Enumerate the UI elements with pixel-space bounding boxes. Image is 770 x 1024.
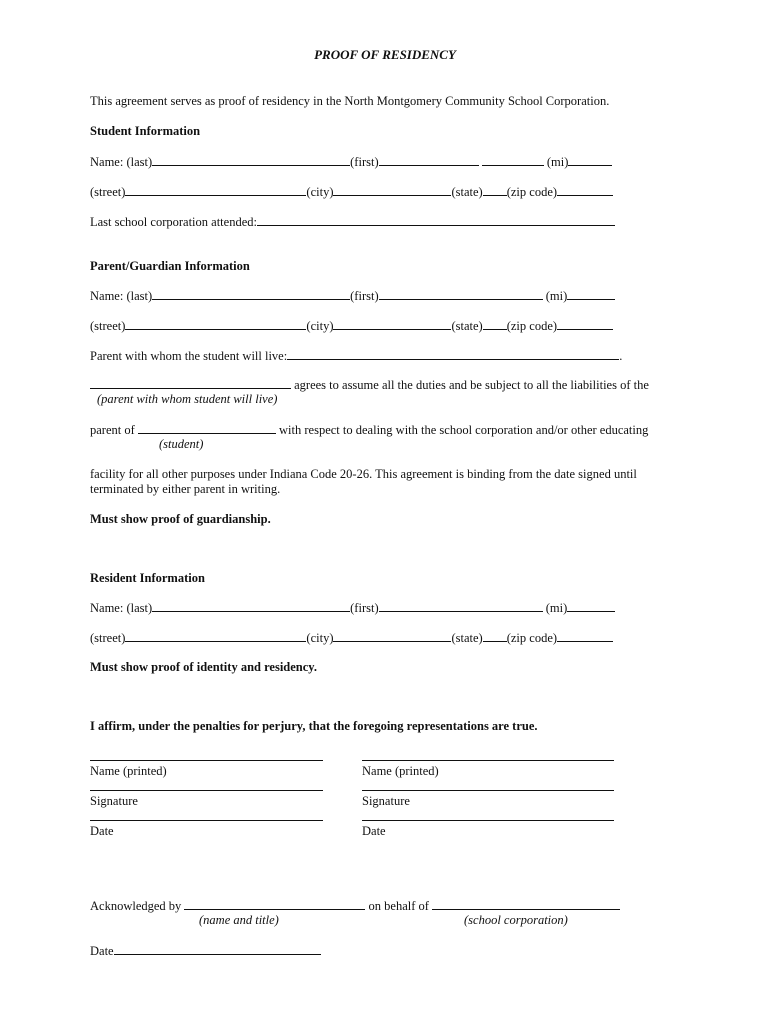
lives-with-row <box>90 349 622 363</box>
student-street-label: (street) <box>90 185 126 199</box>
resident-address-row <box>90 631 613 645</box>
resident-street-label: (street) <box>90 631 126 645</box>
student-state-label: (state) <box>451 185 483 199</box>
facility-line-1: facility for all other purposes under Indiana Code 20-26. This agreement is binding from the date signed until <box>90 467 637 481</box>
agreeing-parent-field[interactable] <box>90 378 291 389</box>
name-printed-line-1[interactable] <box>90 760 323 761</box>
student-name-row <box>90 155 612 169</box>
agrees-caption: (parent with whom student will live) <box>97 392 278 406</box>
date-line-1[interactable] <box>90 820 323 821</box>
agrees-text: agrees to assume all the duties and be subject to all the liabilities of the <box>294 378 649 392</box>
last-school-label: Last school corporation attended: <box>90 215 257 229</box>
resident-heading: Resident Information <box>90 571 205 585</box>
student-heading: Student Information <box>90 124 201 138</box>
ack-date-field[interactable] <box>114 944 321 955</box>
student-street-field[interactable] <box>125 185 306 196</box>
resident-zip-field[interactable] <box>557 631 613 642</box>
parent-mi-field[interactable] <box>567 289 615 300</box>
lives-with-end: . <box>619 349 623 363</box>
acknowledged-row <box>90 899 620 913</box>
parent-first-label: (first) <box>350 289 379 303</box>
resident-street-field[interactable] <box>125 631 306 642</box>
name-printed-label-1: Name (printed) <box>90 764 167 778</box>
resident-zip-label: (zip code) <box>506 631 558 645</box>
student-city-field[interactable] <box>333 185 451 196</box>
name-title-caption: (name and title) <box>199 913 279 927</box>
parent-state-field[interactable] <box>483 319 507 330</box>
parent-city-field[interactable] <box>333 319 451 330</box>
name-printed-line-2[interactable] <box>362 760 614 761</box>
student-city-label: (city) <box>306 185 334 199</box>
date-label-2: Date <box>362 824 386 838</box>
parent-heading: Parent/Guardian Information <box>90 259 250 273</box>
school-corp-caption: (school corporation) <box>464 913 568 927</box>
intro-text: This agreement serves as proof of residency in the North Montgomery Community School Corporation. <box>90 94 610 108</box>
student-zip-label: (zip code) <box>506 185 558 199</box>
last-school-field[interactable] <box>257 215 615 226</box>
resident-state-label: (state) <box>451 631 483 645</box>
affirm-statement: I affirm, under the penalties for perjury, that the foregoing representations are true. <box>90 719 538 733</box>
school-corporation-field[interactable] <box>432 899 620 910</box>
parent-last-field[interactable] <box>152 289 350 300</box>
parent-last-label: Name: (last) <box>90 289 153 303</box>
student-zip-field[interactable] <box>557 185 613 196</box>
parent-first-field[interactable] <box>379 289 543 300</box>
parent-zip-field[interactable] <box>557 319 613 330</box>
ack-date-row <box>90 944 321 958</box>
ack-date-label: Date <box>90 944 114 958</box>
parent-of-row <box>90 423 648 437</box>
resident-mi-field[interactable] <box>567 601 615 612</box>
page-title: PROOF OF RESIDENCY <box>314 47 456 62</box>
parent-mi-label: (mi) <box>545 289 568 303</box>
acknowledged-by-field[interactable] <box>184 899 365 910</box>
parent-of-label: parent of <box>90 423 135 437</box>
signature-line-2[interactable] <box>362 790 614 791</box>
student-first-field-2[interactable] <box>482 155 544 166</box>
facility-line-2: terminated by either parent in writing. <box>90 482 281 496</box>
resident-name-row <box>90 601 615 615</box>
resident-state-field[interactable] <box>483 631 507 642</box>
guardianship-note: Must show proof of guardianship. <box>90 512 271 526</box>
student-first-field[interactable] <box>379 155 479 166</box>
date-label-1: Date <box>90 824 114 838</box>
name-printed-label-2: Name (printed) <box>362 764 439 778</box>
student-last-label: Name: (last) <box>90 155 153 169</box>
last-school-row <box>90 215 615 229</box>
date-line-2[interactable] <box>362 820 614 821</box>
parent-state-label: (state) <box>451 319 483 333</box>
parent-city-label: (city) <box>306 319 334 333</box>
parent-address-row <box>90 319 613 333</box>
signature-label-2: Signature <box>362 794 410 808</box>
resident-first-field[interactable] <box>379 601 543 612</box>
identity-note: Must show proof of identity and residency. <box>90 660 317 674</box>
student-state-field[interactable] <box>483 185 507 196</box>
student-mi-field[interactable] <box>568 155 612 166</box>
signature-line-1[interactable] <box>90 790 323 791</box>
respect-text: with respect to dealing with the school corporation and/or other educating <box>279 423 649 437</box>
lives-with-field[interactable] <box>287 349 619 360</box>
resident-first-label: (first) <box>350 601 379 615</box>
student-name-field[interactable] <box>138 423 276 434</box>
resident-city-label: (city) <box>306 631 334 645</box>
signature-label-1: Signature <box>90 794 138 808</box>
parent-street-field[interactable] <box>125 319 306 330</box>
agrees-row <box>90 378 649 392</box>
student-last-field[interactable] <box>152 155 350 166</box>
resident-city-field[interactable] <box>333 631 451 642</box>
student-caption: (student) <box>159 437 204 451</box>
lives-with-label: Parent with whom the student will live: <box>90 349 288 363</box>
acknowledged-label: Acknowledged by <box>90 899 182 913</box>
behalf-label: on behalf of <box>368 899 429 913</box>
parent-zip-label: (zip code) <box>506 319 558 333</box>
resident-last-field[interactable] <box>152 601 350 612</box>
student-address-row <box>90 185 613 199</box>
resident-mi-label: (mi) <box>545 601 568 615</box>
student-first-label: (first) <box>350 155 379 169</box>
parent-street-label: (street) <box>90 319 126 333</box>
student-mi-label: (mi) <box>546 155 569 169</box>
parent-name-row <box>90 289 615 303</box>
resident-last-label: Name: (last) <box>90 601 153 615</box>
